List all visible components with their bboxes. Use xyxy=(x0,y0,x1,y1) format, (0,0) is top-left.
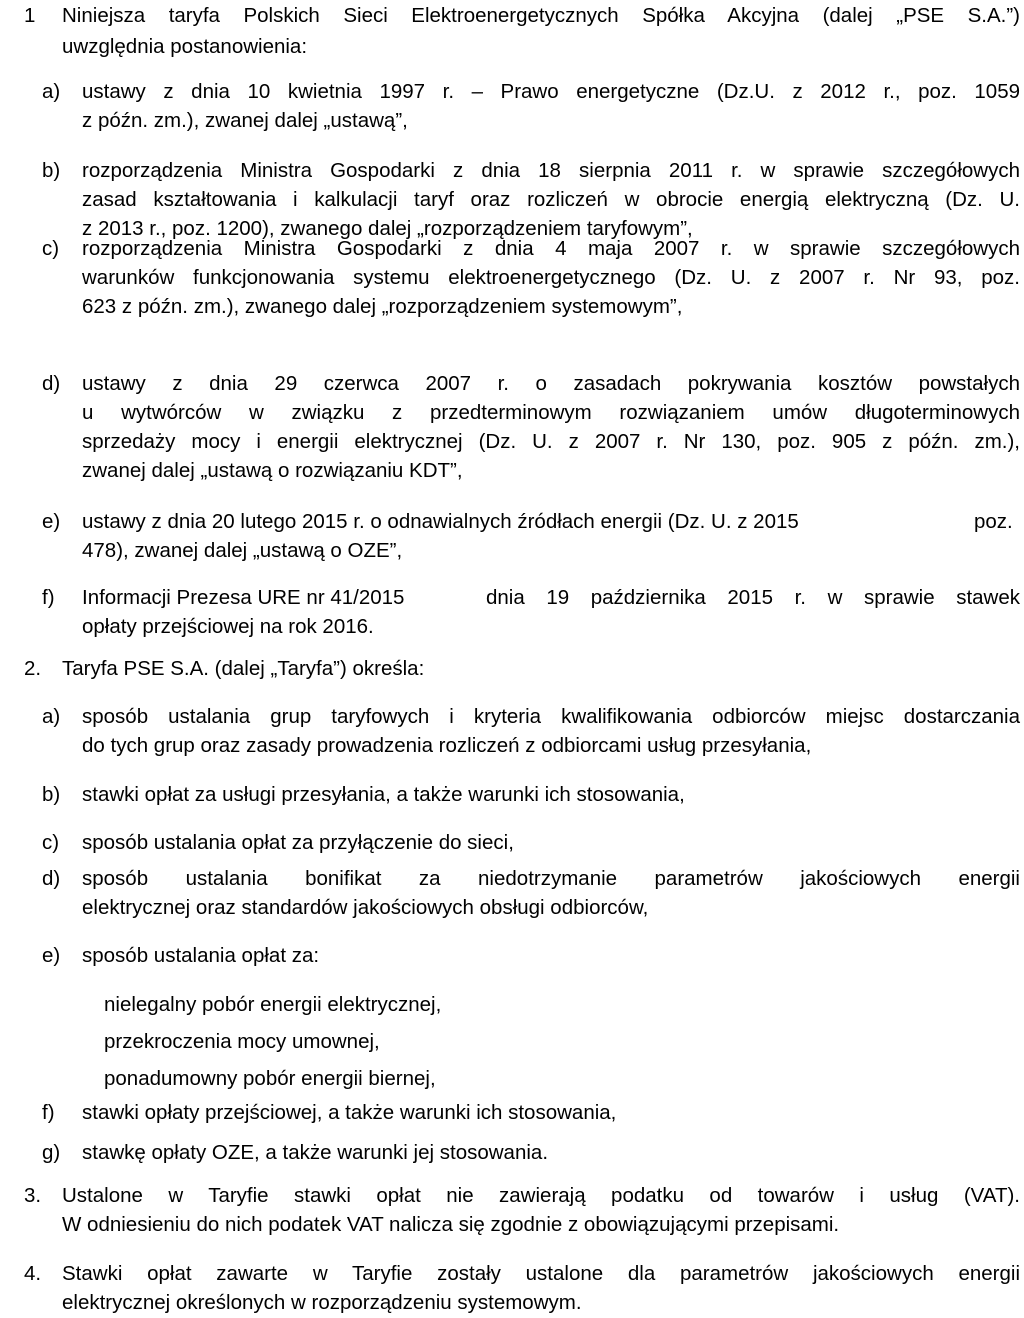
item-1e-extra: poz. xyxy=(974,510,1013,533)
item-2-line-1: Taryfa PSE S.A. (dalej „Taryfa”) określa: xyxy=(62,657,425,680)
item-1e-line-2: 478), zwanej dalej „ustawą o OZE”, xyxy=(82,539,403,562)
item-2d-line-2: elektrycznej oraz standardów jakościowych obsługi odbiorców, xyxy=(82,896,649,919)
item-1d-line-2: u wytwórców w związku z przedterminowym rozwiązaniem umów długoterminowych xyxy=(82,401,1020,424)
item-1e-marker: e) xyxy=(42,510,61,533)
item-1a-line-1: ustawy z dnia 10 kwietnia 1997 r. – Prawo energetyczne (Dz.U. z 2012 r., poz. 1059 xyxy=(82,80,1020,103)
item-3-line-1: Ustalone w Taryfie stawki opłat nie zawierają podatku od towarów i usług (VAT). xyxy=(62,1184,1020,1207)
item-2a-line-2: do tych grup oraz zasady prowadzenia rozliczeń z odbiorcami usług przesyłania, xyxy=(82,734,812,757)
item-1c-line-3: 623 z późn. zm.), zwanego dalej „rozporządzeniem systemowym”, xyxy=(82,295,683,318)
item-1-line-1: Niniejsza taryfa Polskich Sieci Elektroenergetycznych Spółka Akcyjna (dalej „PSE S.A.”) xyxy=(62,4,1020,27)
item-2-marker: 2. xyxy=(24,657,42,680)
item-2g-marker: g) xyxy=(42,1141,61,1164)
item-1f-line-1: Informacji Prezesa URE nr 41/2015 xyxy=(82,586,405,609)
item-2e-bullet-1: nielegalny pobór energii elektrycznej, xyxy=(104,993,442,1016)
item-1b-line-1: rozporządzenia Ministra Gospodarki z dnia 18 sierpnia 2011 r. w sprawie szczegółowych xyxy=(82,159,1020,182)
item-1e-line-1: ustawy z dnia 20 lutego 2015 r. o odnawialnych źródłach energii (Dz. U. z 2015 xyxy=(82,510,799,533)
item-1d-marker: d) xyxy=(42,372,61,395)
item-4-line-2: elektrycznej określonych w rozporządzeniu systemowym. xyxy=(62,1291,582,1314)
item-1b-line-3: z 2013 r., poz. 1200), zwanego dalej „rozporządzeniem taryfowym”, xyxy=(82,217,693,240)
item-2e-marker: e) xyxy=(42,944,61,967)
item-2b-marker: b) xyxy=(42,783,61,806)
item-2b-line-1: stawki opłat za usługi przesyłania, a także warunki ich stosowania, xyxy=(82,783,685,806)
item-1b-marker: b) xyxy=(42,159,61,182)
item-2c-line-1: sposób ustalania opłat za przyłączenie do sieci, xyxy=(82,831,514,854)
item-1c-marker: c) xyxy=(42,237,60,260)
item-2d-line-1: sposób ustalania bonifikat za niedotrzymanie parametrów jakościowych energii xyxy=(82,867,1020,890)
item-2e-line-1: sposób ustalania opłat za: xyxy=(82,944,320,967)
item-3-marker: 3. xyxy=(24,1184,42,1207)
item-1a-line-2: z późn. zm.), zwanej dalej „ustawą”, xyxy=(82,109,408,132)
item-1a-marker: a) xyxy=(42,80,61,103)
item-2f-line-1: stawki opłaty przejściowej, a także warunki ich stosowania, xyxy=(82,1101,617,1124)
item-1d-line-3: sprzedaży mocy i energii elektrycznej (Dz. U. z 2007 r. Nr 130, poz. 905 z późn. zm.), xyxy=(82,430,1020,453)
item-1f-extra: dnia 19 października 2015 r. w sprawie stawek xyxy=(486,586,1020,609)
item-1b-line-2: zasad kształtowania i kalkulacji taryf oraz rozliczeń w obrocie energią elektryczną (Dz. U. xyxy=(82,188,1020,211)
item-2e-bullet-3: ponadumowny pobór energii biernej, xyxy=(104,1067,436,1090)
item-2g-line-1: stawkę opłaty OZE, a także warunki jej stosowania. xyxy=(82,1141,549,1164)
item-1c-line-2: warunków funkcjonowania systemu elektroenergetycznego (Dz. U. z 2007 r. Nr 93, poz. xyxy=(82,266,1020,289)
item-2d-marker: d) xyxy=(42,867,61,890)
item-1f-line-2: opłaty przejściowej na rok 2016. xyxy=(82,615,374,638)
item-1d-line-4: zwanej dalej „ustawą o rozwiązaniu KDT”, xyxy=(82,459,463,482)
item-1c-line-1: rozporządzenia Ministra Gospodarki z dnia 4 maja 2007 r. w sprawie szczegółowych xyxy=(82,237,1020,260)
item-2c-marker: c) xyxy=(42,831,60,854)
item-1-marker: 1 xyxy=(24,4,36,27)
item-2a-marker: a) xyxy=(42,705,61,728)
item-2a-line-1: sposób ustalania grup taryfowych i kryteria kwalifikowania odbiorców miejsc dostarczania xyxy=(82,705,1020,728)
item-1d-line-1: ustawy z dnia 29 czerwca 2007 r. o zasadach pokrywania kosztów powstałych xyxy=(82,372,1020,395)
item-4-line-1: Stawki opłat zawarte w Taryfie zostały ustalone dla parametrów jakościowych energii xyxy=(62,1262,1020,1285)
item-2f-marker: f) xyxy=(42,1101,55,1124)
item-3-line-2: W odniesieniu do nich podatek VAT nalicza się zgodnie z obowiązującymi przepisami. xyxy=(62,1213,840,1236)
item-4-marker: 4. xyxy=(24,1262,42,1285)
item-1f-marker: f) xyxy=(42,586,55,609)
item-2e-bullet-2: przekroczenia mocy umownej, xyxy=(104,1030,380,1053)
item-1-line-2: uwzględnia postanowienia: xyxy=(62,35,308,58)
